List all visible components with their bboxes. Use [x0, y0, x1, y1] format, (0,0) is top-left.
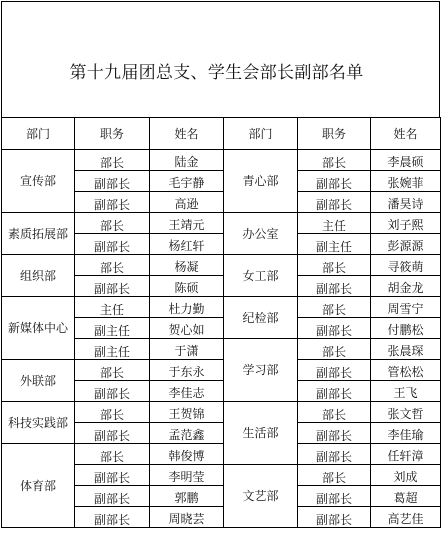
- department-cell: 办公室: [224, 213, 298, 255]
- title-box: [1, 1, 440, 118]
- person-name-text: 杜力勤: [168, 302, 205, 316]
- person-name-text: 李晨硕: [387, 155, 424, 169]
- role-text: 部长: [99, 219, 124, 233]
- role-text: 部长: [99, 450, 124, 464]
- role-cell: [298, 444, 371, 465]
- person-name-text: 韩俊博: [168, 449, 205, 463]
- person-name-cell: [371, 150, 441, 171]
- person-name-cell: [150, 255, 224, 276]
- table-row: [2, 297, 441, 318]
- role-cell: [298, 255, 371, 276]
- person-name-text: 胡金龙: [387, 281, 424, 295]
- person-name-cell: [150, 276, 224, 297]
- role-text: 副部长: [315, 198, 352, 212]
- person-name-cell: [150, 339, 224, 360]
- role-cell: [298, 381, 371, 402]
- header-cell: 部门: [224, 118, 298, 150]
- role-cell: [75, 381, 150, 402]
- department-cell: 外联部: [2, 360, 75, 402]
- person-name-text: 郭鹏: [174, 491, 199, 505]
- header-cell: 职务: [298, 118, 371, 150]
- table-row: [2, 213, 441, 234]
- person-name-cell: [150, 318, 224, 339]
- person-name-text: 孟范鑫: [168, 428, 205, 442]
- table-row: [2, 255, 441, 276]
- role-cell: [75, 192, 150, 213]
- role-cell: [75, 171, 150, 192]
- person-name-text: 毛宇静: [168, 176, 205, 190]
- person-name-text: 任轩漳: [387, 449, 424, 463]
- person-name-text: 潘昊诗: [387, 197, 424, 211]
- person-name-cell: [150, 297, 224, 318]
- person-name-text: 贺心如: [168, 323, 205, 337]
- role-text: 部长: [99, 366, 124, 380]
- person-name-text: 周雪宁: [387, 302, 424, 316]
- person-name-cell: [371, 213, 441, 234]
- role-cell: [75, 276, 150, 297]
- person-name-text: 王靖元: [168, 218, 205, 232]
- header-row: [2, 118, 441, 150]
- person-name-text: 彭源源: [387, 239, 424, 253]
- person-name-cell: [150, 465, 224, 486]
- person-name-text: 付鹏松: [387, 323, 424, 337]
- role-text: 部长: [99, 408, 124, 422]
- role-cell: [75, 213, 150, 234]
- role-text: 部长: [321, 303, 346, 317]
- person-name-text: 高逊: [174, 197, 199, 211]
- person-name-cell: [150, 192, 224, 213]
- role-cell: [75, 318, 150, 339]
- person-name-cell: [150, 234, 224, 255]
- role-cell: [75, 402, 150, 423]
- person-name-text: 寻筱萌: [387, 260, 424, 274]
- department-cell: 体育部: [2, 444, 75, 528]
- role-cell: [75, 339, 150, 360]
- role-cell: [75, 297, 150, 318]
- role-cell: [75, 255, 150, 276]
- role-text: 副部长: [93, 387, 130, 401]
- role-text: 副部长: [315, 513, 352, 527]
- role-cell: [298, 339, 371, 360]
- person-name-text: 于东永: [168, 365, 205, 379]
- role-cell: [298, 507, 371, 528]
- role-text: 副部长: [315, 387, 352, 401]
- person-name-cell: [150, 213, 224, 234]
- role-cell: [298, 234, 371, 255]
- role-cell: [75, 486, 150, 507]
- role-text: 副部长: [93, 513, 130, 527]
- person-name-text: 刘子熙: [387, 218, 424, 232]
- person-name-text: 高艺佳: [387, 512, 424, 526]
- role-cell: [298, 423, 371, 444]
- department-cell: 素质拓展部: [2, 213, 75, 255]
- department-cell: 女工部: [224, 255, 298, 297]
- role-text: 部长: [99, 156, 124, 170]
- person-name-text: 张文哲: [387, 407, 424, 421]
- role-text: 主任: [99, 303, 124, 317]
- role-text: 副部长: [315, 429, 352, 443]
- role-text: 副部长: [315, 492, 352, 506]
- department-cell: 组织部: [2, 255, 75, 297]
- role-cell: [298, 150, 371, 171]
- role-cell: [298, 171, 371, 192]
- role-cell: [298, 402, 371, 423]
- role-cell: [75, 150, 150, 171]
- role-text: 副部长: [93, 429, 130, 443]
- person-name-text: 陆金: [174, 155, 199, 169]
- role-text: 部长: [321, 408, 346, 422]
- role-cell: [75, 360, 150, 381]
- department-cell: 科技实践部: [2, 402, 75, 444]
- person-name-cell: [371, 276, 441, 297]
- person-name-cell: [150, 423, 224, 444]
- role-text: 部长: [321, 156, 346, 170]
- role-cell: [75, 423, 150, 444]
- header-cell: 姓名: [150, 118, 224, 150]
- person-name-text: 李佳瑜: [387, 428, 424, 442]
- role-text: 部长: [321, 261, 346, 275]
- role-text: 副部长: [93, 198, 130, 212]
- person-name-cell: [371, 339, 441, 360]
- role-text: 副部长: [93, 471, 130, 485]
- role-text: 部长: [99, 261, 124, 275]
- header-cell: 姓名: [371, 118, 441, 150]
- person-name-text: 杨红轩: [168, 239, 205, 253]
- person-name-text: 陈硕: [174, 281, 199, 295]
- department-cell: 生活部: [224, 402, 298, 465]
- table-row: [2, 444, 441, 465]
- role-text: 部长: [321, 471, 346, 485]
- person-name-cell: [371, 465, 441, 486]
- person-name-text: 于潇: [174, 344, 199, 358]
- role-cell: [298, 318, 371, 339]
- person-name-text: 刘成: [393, 470, 418, 484]
- department-cell: 新媒体中心: [2, 297, 75, 360]
- role-text: 副主任: [93, 345, 130, 359]
- person-name-cell: [371, 444, 441, 465]
- person-name-cell: [371, 507, 441, 528]
- role-text: 副部长: [315, 177, 352, 191]
- role-text: 副部长: [315, 324, 352, 338]
- person-name-cell: [150, 381, 224, 402]
- person-name-cell: [371, 486, 441, 507]
- header-cell: 职务: [75, 118, 150, 150]
- role-text: 副部长: [315, 282, 352, 296]
- role-cell: [298, 192, 371, 213]
- person-name-cell: [150, 486, 224, 507]
- person-name-cell: [371, 402, 441, 423]
- role-cell: [75, 507, 150, 528]
- role-cell: [75, 444, 150, 465]
- role-cell: [75, 465, 150, 486]
- department-cell: 宣传部: [2, 150, 75, 213]
- department-cell: 学习部: [224, 339, 298, 402]
- role-text: 副部长: [93, 177, 130, 191]
- role-cell: [298, 276, 371, 297]
- person-name-cell: [371, 234, 441, 255]
- person-name-cell: [150, 402, 224, 423]
- role-cell: [298, 486, 371, 507]
- role-text: 副部长: [93, 492, 130, 506]
- role-text: 副部长: [93, 282, 130, 296]
- person-name-cell: [371, 423, 441, 444]
- person-name-cell: [371, 360, 441, 381]
- role-cell: [298, 360, 371, 381]
- person-name-text: 王飞: [393, 386, 418, 400]
- role-text: 副部长: [315, 366, 352, 380]
- role-cell: [75, 234, 150, 255]
- roster-body: [2, 118, 441, 528]
- person-name-cell: [371, 318, 441, 339]
- table-row: [2, 150, 441, 171]
- person-name-text: 王贺锦: [168, 407, 205, 421]
- role-cell: [298, 465, 371, 486]
- role-text: 副部长: [315, 450, 352, 464]
- person-name-cell: [371, 171, 441, 192]
- department-cell: 青心部: [224, 150, 298, 213]
- role-cell: [298, 213, 371, 234]
- person-name-text: 张婉菲: [387, 176, 424, 190]
- department-cell: 文艺部: [224, 465, 298, 528]
- page-title: 第十九届团总支、学生会部长副部名单: [69, 62, 364, 83]
- role-text: 部长: [321, 345, 346, 359]
- table-row: [2, 360, 441, 381]
- role-cell: [298, 297, 371, 318]
- roster-sheet: [1, 1, 440, 543]
- role-text: 副主任: [93, 324, 130, 338]
- department-cell: 纪检部: [224, 297, 298, 339]
- person-name-text: 张晨琛: [387, 344, 424, 358]
- person-name-cell: [150, 507, 224, 528]
- person-name-text: 李佳志: [168, 386, 205, 400]
- header-cell: 部门: [2, 118, 75, 150]
- person-name-text: 葛超: [393, 491, 418, 505]
- role-text: 副主任: [315, 240, 352, 254]
- person-name-cell: [371, 192, 441, 213]
- person-name-cell: [150, 150, 224, 171]
- person-name-cell: [371, 297, 441, 318]
- role-text: 主任: [321, 219, 346, 233]
- person-name-cell: [150, 171, 224, 192]
- person-name-text: 李明莹: [168, 470, 205, 484]
- person-name-text: 周晓芸: [168, 512, 205, 526]
- person-name-text: 杨凝: [174, 260, 199, 274]
- roster-table: [1, 117, 441, 528]
- person-name-cell: [371, 381, 441, 402]
- table-row: [2, 402, 441, 423]
- person-name-cell: [150, 360, 224, 381]
- person-name-cell: [371, 255, 441, 276]
- role-text: 副部长: [93, 240, 130, 254]
- person-name-text: 管松松: [387, 365, 424, 379]
- person-name-cell: [150, 444, 224, 465]
